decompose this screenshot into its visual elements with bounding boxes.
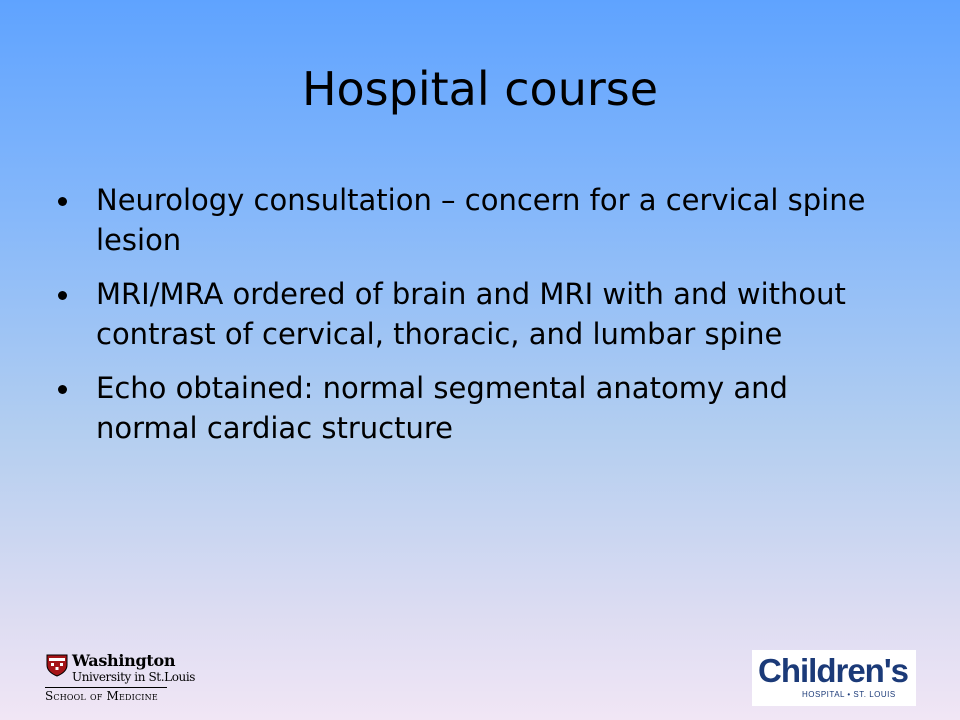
bullet-text: Neurology consultation – concern for a cervical spine lesion	[96, 183, 866, 257]
logo-school-name: School of Medicine	[45, 689, 158, 703]
bullet-item	[58, 180, 878, 260]
childrens-hospital-logo	[752, 650, 916, 706]
logo-university-location: University in St.Louis	[72, 670, 196, 684]
logo-childrens-wordmark: Children's	[758, 652, 909, 689]
bullet-dot-icon	[58, 385, 67, 394]
bullet-dot-icon	[58, 197, 67, 206]
bullet-list	[58, 180, 878, 462]
bullet-item	[58, 368, 878, 448]
bullet-dot-icon	[58, 291, 67, 300]
logo-university-name: Washington	[72, 651, 176, 670]
logo-divider	[45, 687, 167, 688]
slide-title: Hospital course	[301, 62, 659, 116]
university-shield-icon	[45, 653, 69, 677]
bullet-text: Echo obtained: normal segmental anatomy and normal cardiac structure	[96, 371, 788, 445]
bullet-text: MRI/MRA ordered of brain and MRI with and without contrast of cervical, thoracic, and lumbar spine	[96, 277, 846, 351]
logo-childrens-subtitle: HOSPITAL • ST. LOUIS	[802, 690, 896, 699]
washington-university-logo	[45, 650, 196, 706]
bullet-item	[58, 274, 878, 354]
